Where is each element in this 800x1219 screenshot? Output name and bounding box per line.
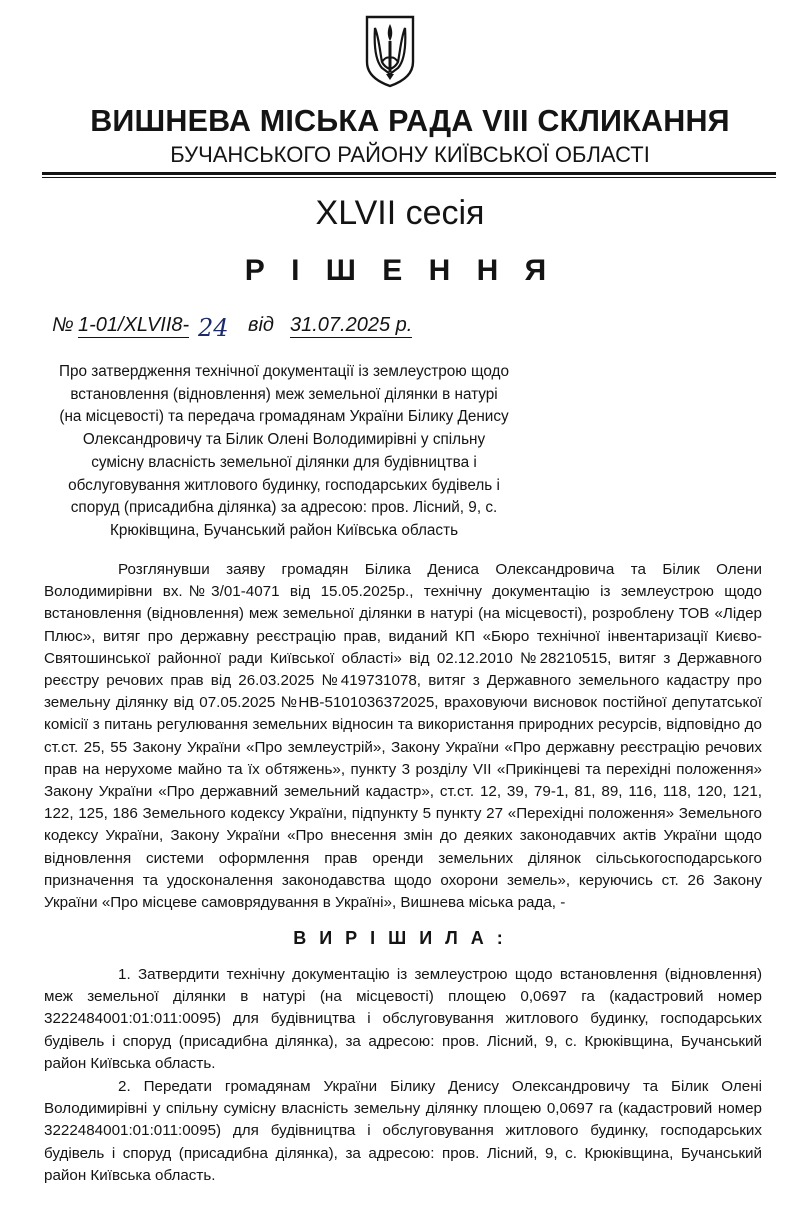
number-sign: № (52, 314, 74, 336)
council-title: ВИШНЕВА МІСЬКА РАДА VIII СКЛИКАННЯ (90, 104, 730, 138)
resolution-item-2: 2. Передати громадянам України Білику Денису Олександровичу та Білик Олені Володимирівні у спільну сумісну власність земельну ділянку площею 0,0697 га (кадастровий номер 3222484001:01:011:0095) для будівництва і обслуговування житлового будинку, господарських будівель і споруд (присадибна ділянка), за адресою: пров. Лісний, 9, с. Крюківщина, Бучанський район Київська область. (44, 1078, 762, 1184)
decision-number-line (52, 314, 492, 342)
decision-date: 31.07.2025 р. (290, 314, 413, 336)
council-district: БУЧАНСЬКОГО РАЙОНУ КИЇВСЬКОЇ ОБЛАСТІ (170, 142, 650, 167)
decision-title: Р І Ш Е Н Н Я (244, 254, 556, 287)
trident-coat-of-arms-icon (364, 14, 416, 88)
preamble-paragraph: Розглянувши заяву громадян Білика Дениса Олександровича та Білик Олени Володимирівни вх.№3/01-4071 від 15.05.2025р., технічну документацію із землеустрою щодо встановлення (відновлення) меж земельної ділянки в натурі (на місцевості), розроблену ТОВ «Лідер Плюс», витяг про державну реєстрацію прав, виданий КП «Бюро технічної інвентаризації Києво-Святошинської районної ради Київської області» від 02.12.2010 №28210515, витяг з Державного реєстру речових прав від 26.03.2025 №419731078, витяг з Державного земельного кадастру про земельну ділянку від 07.05.2025 №НВ-5101036372025, враховуючи висновок постійної депутатської комісії з питань регулювання земельних відносин та використання природних ресурсів, відповідно до ст.ст. 25, 55 Закону України «Про землеустрій», Закону України «Про державну реєстрацію речових прав на нерухоме майно та їх обтяжень», пункту 3 розділу VII «Прикінцеві та перехідні положення» Закону України «Про державний земельний кадастр», ст.ст. 12, 39, 79-1, 81, 89, 116, 118, 120, 121, 122, 125, 186 Земельного кодексу України, підпункту 5 пункту 27 «Перехідні положення» Земельного кодексу України, Закону України «Про внесення змін до деяких законодавчих актів України щодо відновлення системи оформлення прав оренди земельних ділянок сільськогосподарського призначення та удосконалення законодавства щодо охорони земель», керуючись ст. 26 Закону України «Про місцеве самоврядування в Україні», Вишнева міська рада, - (44, 561, 762, 912)
decision-number: 1-01/XLVII8- (78, 314, 190, 336)
handwritten-number: 24 (198, 314, 229, 342)
header-rule-thin (42, 177, 776, 178)
decision-subject: Про затвердження технічної документації із землеустрою щодо встановлення (відновлення) меж земельної ділянки в натурі (на місцевості) та передача громадянам України Білику Денису Олександровичу та Білик Олені Володимирівні у спільну сумісну власність земельної ділянки для будівництва і обслуговування житлового будинку, господарських будівель і споруд (присадибна ділянка) за адресою: пров. Лісний, 9, с. Крюківщина, Бучанський район Київська область (58, 363, 509, 539)
date-from-label: від (248, 314, 274, 336)
resolution-item-1: 1. Затвердити технічну документацію із землеустрою щодо встановлення (відновлення) меж земельної ділянки в натурі (на місцевості) площею 0,0697 га (кадастровий номер 3222484001:01:011:0095) для будівництва і обслуговування житлового будинку, господарських будівель і споруд (присадибна ділянка), за адресою: пров. Лісний, 9, с. Крюківщина, Бучанський район Київська область. (44, 966, 762, 1072)
header-rule-thick (42, 172, 776, 175)
resolved-heading: В И Р І Ш И Л А : (293, 928, 507, 948)
session-title: XLVII сесія (315, 194, 485, 232)
